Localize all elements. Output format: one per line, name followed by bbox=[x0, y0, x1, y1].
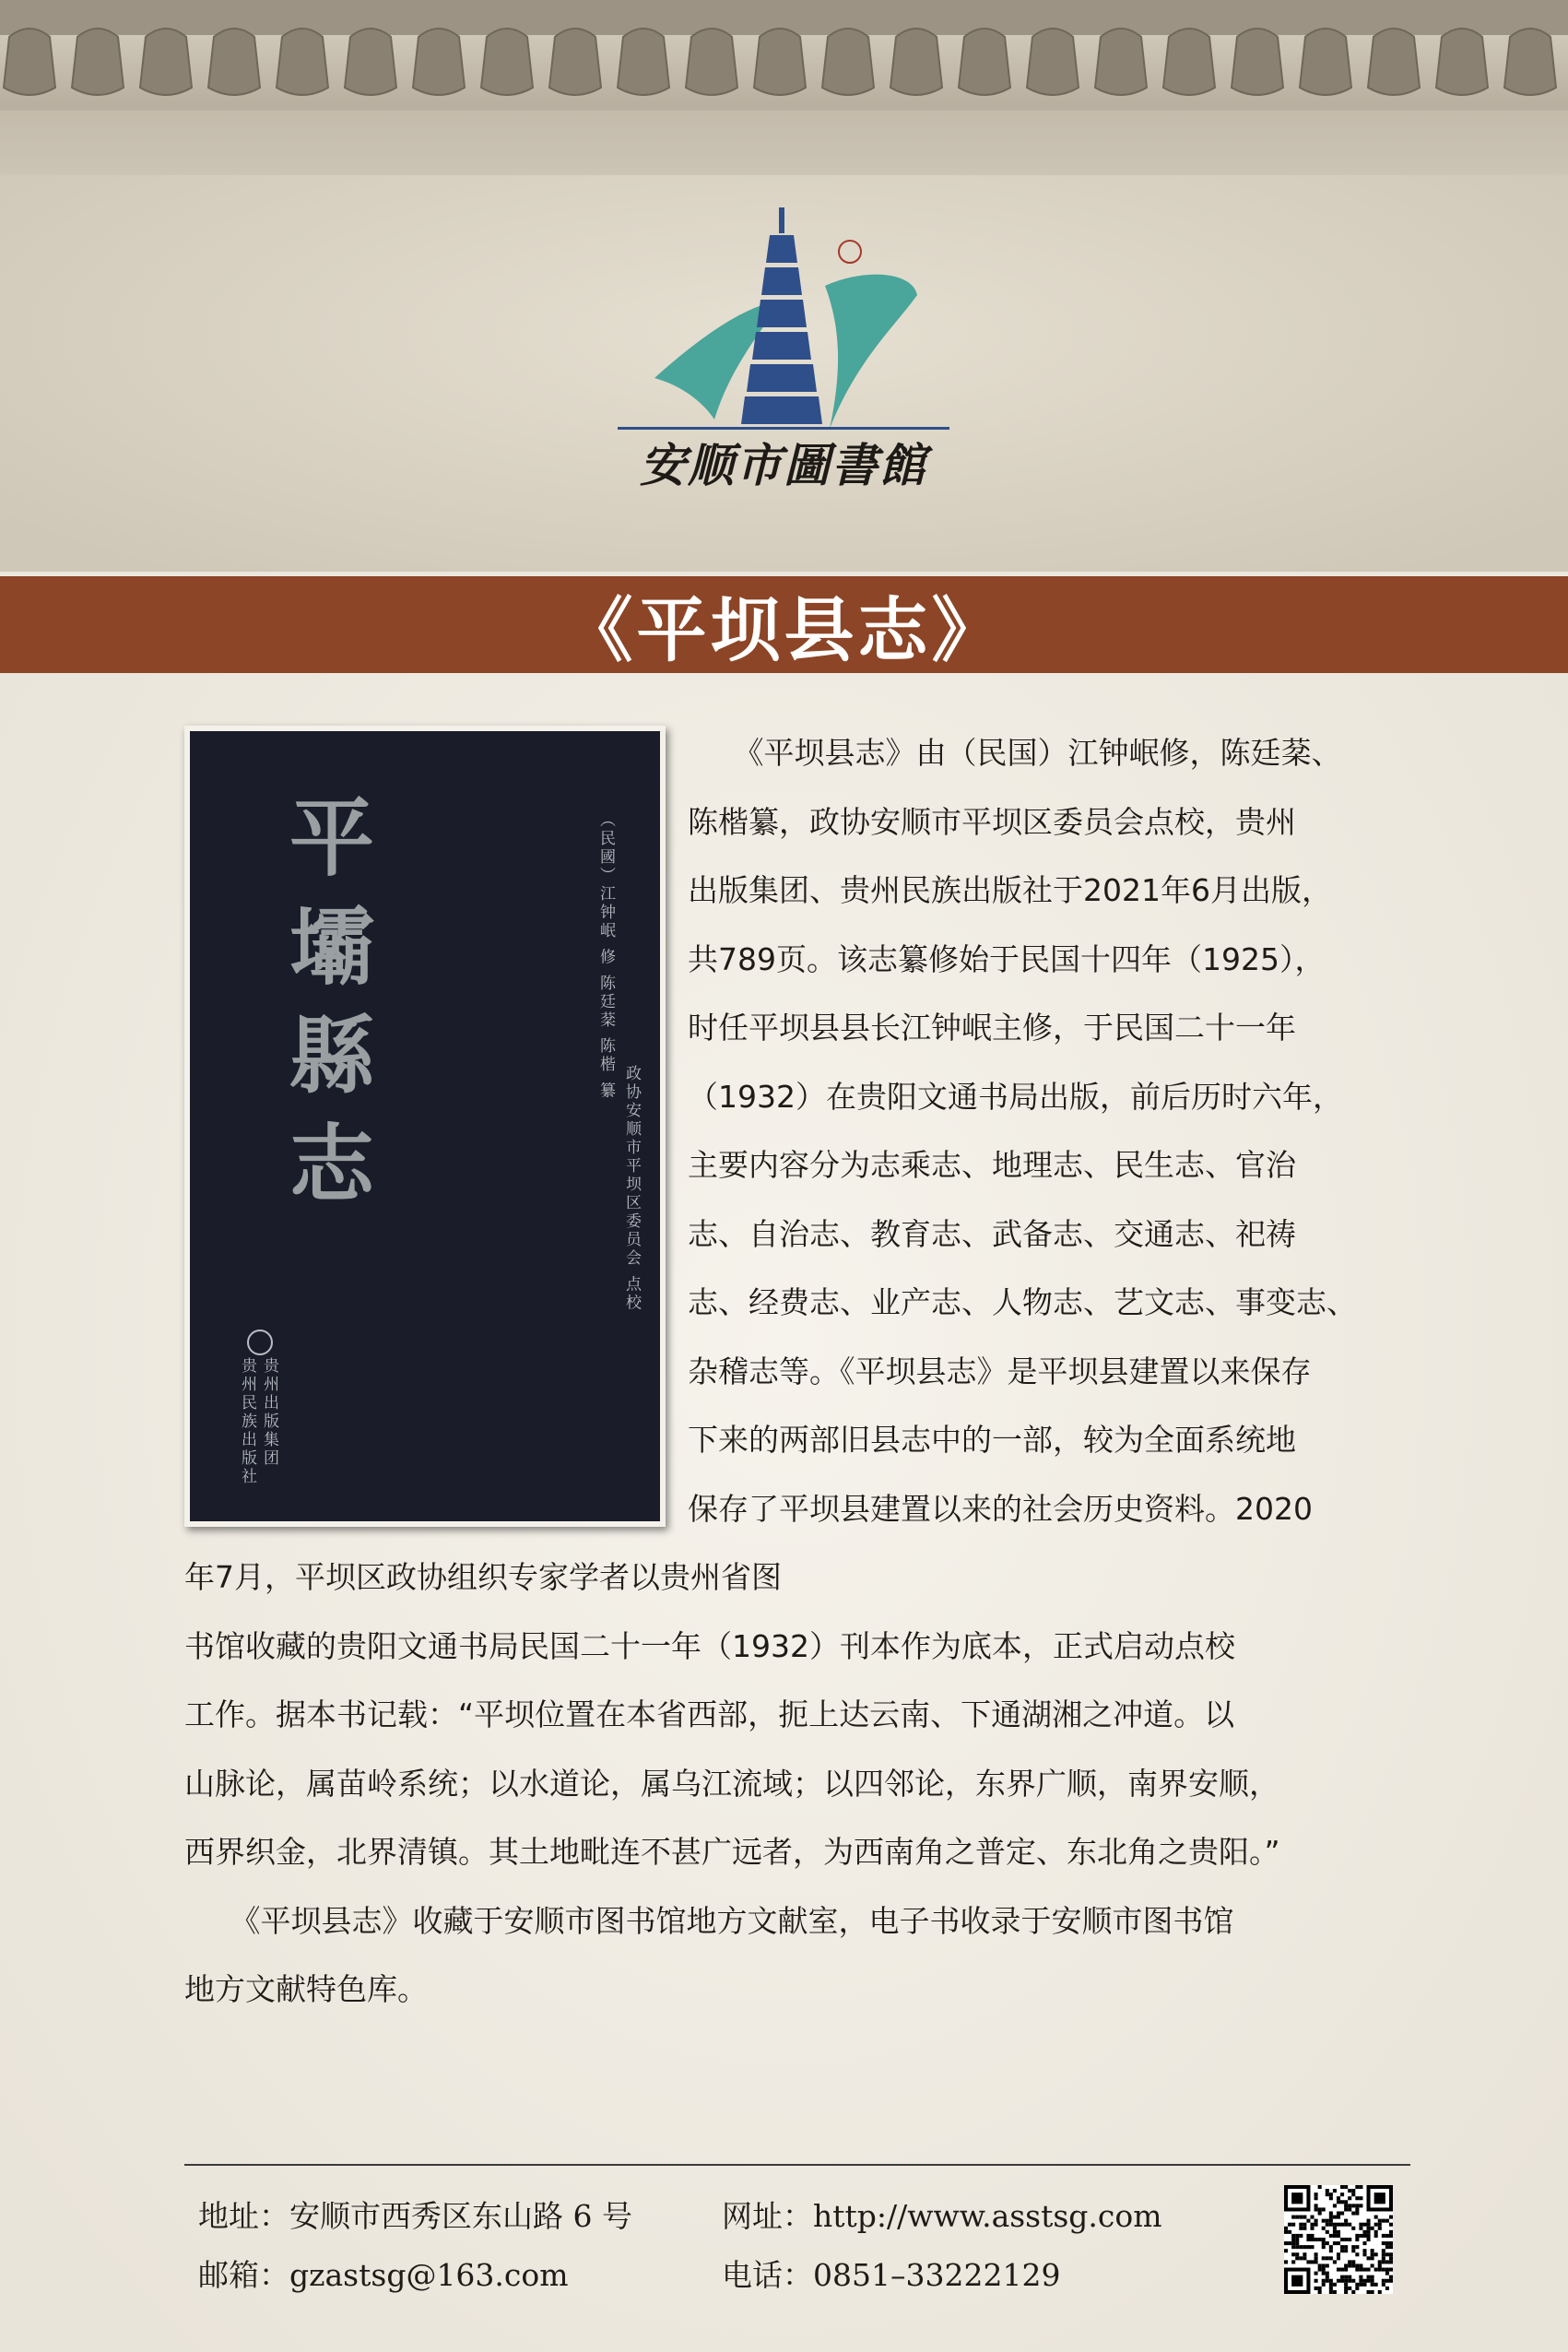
library-name: 安顺市圖書館 bbox=[640, 438, 927, 492]
footer-phone bbox=[722, 2252, 1060, 2295]
footer-email bbox=[198, 2252, 569, 2295]
cover-credit-editor: 政协安顺市平坝区委员会 点校 bbox=[622, 1065, 641, 1313]
website-link[interactable]: http://www.asstsg.com bbox=[813, 2198, 1162, 2234]
article-line: 工作。据本书记载：“平坝位置在本省西部，扼上达云南、下通湖湘之冲道。以 bbox=[184, 1696, 1235, 1732]
article-line: 主要内容分为志乘志、地理志、民生志、官治 bbox=[688, 1147, 1296, 1183]
article-line: 西界织金，北界清镇。其土地毗连不甚广远者，为西南角之普定、东北角之贵阳。” bbox=[184, 1834, 1280, 1870]
address-label: 地址： bbox=[198, 2198, 289, 2234]
article-side-column bbox=[688, 719, 1411, 1543]
cover-title-char: 壩 bbox=[289, 897, 374, 997]
cover-title-char: 平 bbox=[289, 788, 374, 888]
footer-divider bbox=[184, 2164, 1410, 2166]
roof-tiles-decoration bbox=[0, 0, 1568, 175]
article-line: 共789页。该志纂修始于民国十四年（1925）， bbox=[688, 940, 1326, 977]
phone-label: 电话： bbox=[722, 2257, 813, 2293]
cover-publisher-group: 贵州出版集团 bbox=[260, 1357, 278, 1468]
article-line: 杂稽志等。《平坝县志》是平坝县建置以来保存 bbox=[688, 1353, 1312, 1389]
phone-value: 0851–33222129 bbox=[813, 2257, 1061, 2293]
footer-address bbox=[198, 2192, 632, 2236]
article-line: 书馆收藏的贵阳文通书局民国二十一年（1932）刊本作为底本，正式启动点校 bbox=[184, 1627, 1235, 1664]
title-banner bbox=[0, 576, 1568, 673]
article-line: 时任平坝县县长江钟岷主修，于民国二十一年 bbox=[688, 1010, 1296, 1046]
article-line: 地方文献特色库。 bbox=[184, 1971, 428, 2007]
page-title: 《平坝县志》 bbox=[562, 589, 1006, 671]
article-wide-column bbox=[184, 1543, 1411, 2025]
article-line: 山脉论，属苗岭系统；以水道论，属乌江流域；以四邻论，东界广顺，南界安顺， bbox=[184, 1765, 1279, 1802]
article-line: 志、经费志、业产志、人物志、艺文志、事变志、 bbox=[688, 1284, 1357, 1320]
qr-code-icon[interactable] bbox=[1284, 2185, 1393, 2294]
article-line: 《平坝县志》收藏于安顺市图书馆地方文献室，电子书收录于安顺市图书馆 bbox=[184, 1902, 1234, 1939]
article-line: 保存了平坝县建置以来的社会历史资料。2020 bbox=[688, 1490, 1313, 1527]
article-line: （1932）在贵阳文通书局出版，前后历时六年， bbox=[688, 1078, 1343, 1115]
article-line: 下来的两部旧县志中的一部，较为全面系统地 bbox=[688, 1422, 1296, 1458]
article-line: 《平坝县志》由（民国）江钟岷修，陈廷棻、 bbox=[688, 735, 1342, 771]
publisher-emblem-icon bbox=[247, 1330, 273, 1355]
cover-publisher-press: 贵州民族出版社 bbox=[238, 1357, 256, 1486]
email-link[interactable]: gzastsg@163.com bbox=[289, 2257, 569, 2293]
cover-credit-authors: （民國）江钟岷 修 陈廷棻 陈楷 纂 bbox=[596, 811, 615, 1101]
email-label: 邮箱： bbox=[198, 2257, 289, 2293]
address-value: 安顺市西秀区东山路 6 号 bbox=[289, 2198, 632, 2234]
cover-title bbox=[286, 784, 378, 1219]
article-line: 陈楷纂，政协安顺市平坝区委员会点校，贵州 bbox=[688, 803, 1296, 840]
website-label: 网址： bbox=[722, 2198, 813, 2234]
cover-title-char: 志 bbox=[289, 1115, 374, 1214]
cover-title-char: 縣 bbox=[289, 1006, 374, 1105]
footer-website bbox=[722, 2192, 1162, 2236]
article-line: 志、自治志、教育志、武备志、交通志、祀祷 bbox=[688, 1215, 1296, 1252]
article-line: 出版集团、贵州民族出版社于2021年6月出版， bbox=[688, 872, 1332, 908]
article-line: 年7月，平坝区政协组织专家学者以贵州省图 bbox=[184, 1559, 782, 1595]
